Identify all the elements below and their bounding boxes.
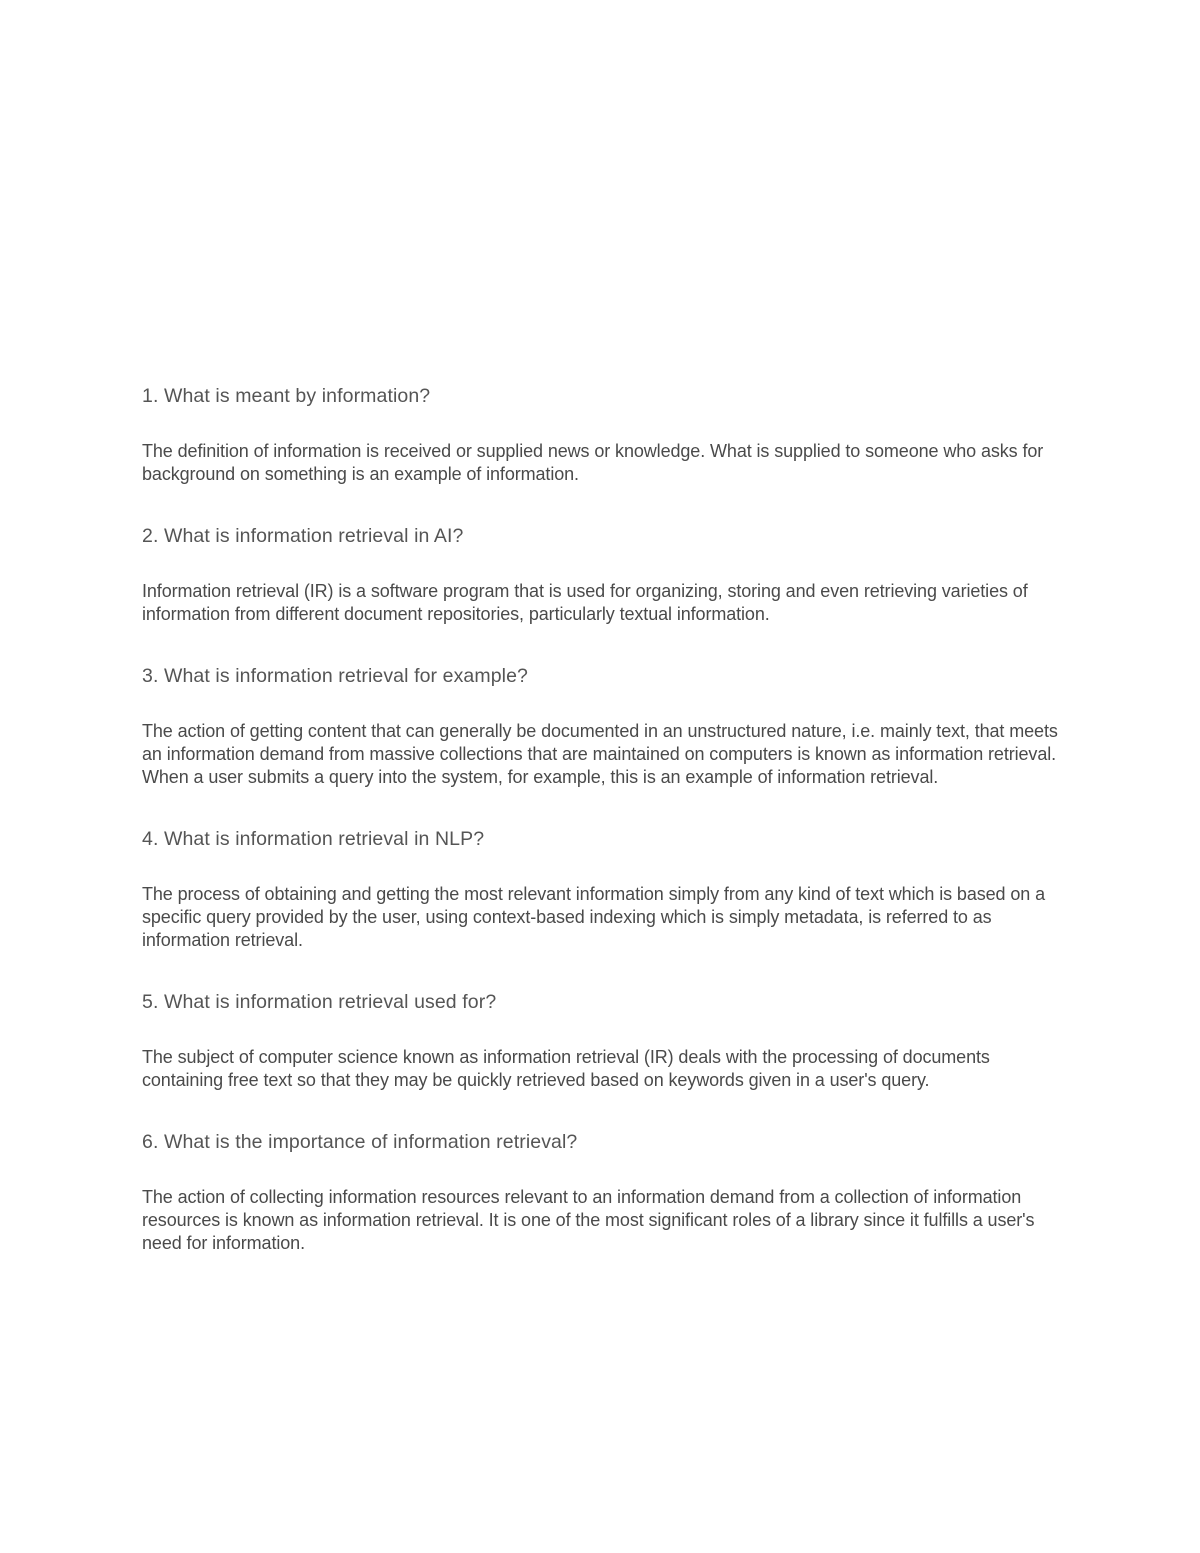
qa-item-1 — [142, 384, 1062, 486]
answer-1: The definition of information is received or supplied news or knowledge. What is supplied to someone who asks for background on something is an example of information. — [142, 441, 1044, 484]
question-6: 6. What is the importance of information retrieval? — [142, 1131, 578, 1153]
qa-item-4 — [142, 827, 1062, 952]
question-5: 5. What is information retrieval used for? — [142, 991, 497, 1013]
qa-list — [142, 384, 1062, 1255]
qa-item-6 — [142, 1130, 1062, 1255]
question-2: 2. What is information retrieval in AI? — [142, 525, 464, 547]
qa-item-5 — [142, 990, 1062, 1092]
qa-item-2 — [142, 524, 1062, 626]
answer-3: The action of getting content that can generally be documented in an unstructured nature, i.e. mainly text, that meets an information demand from massive collections that are maintained on computers is known as information retrieval. When a user submits a query into the system, for example, this is an example of information retrieval. — [142, 721, 1058, 787]
answer-4: The process of obtaining and getting the most relevant information simply from any kind of text which is based on a specific query provided by the user, using context-based indexing which is simply metadata, is referred to as information retrieval. — [142, 884, 1045, 950]
qa-item-3 — [142, 664, 1062, 789]
question-4: 4. What is information retrieval in NLP? — [142, 828, 485, 850]
question-3: 3. What is information retrieval for example? — [142, 665, 528, 687]
answer-6: The action of collecting information resources relevant to an information demand from a collection of information resources is known as information retrieval. It is one of the most significant roles of a library since it fulfills a user's need for information. — [142, 1187, 1035, 1253]
question-1: 1. What is meant by information? — [142, 385, 431, 407]
answer-5: The subject of computer science known as information retrieval (IR) deals with the processing of documents containing free text so that they may be quickly retrieved based on keywords given in a user's query. — [142, 1047, 990, 1090]
answer-2: Information retrieval (IR) is a software program that is used for organizing, storing and even retrieving varieties of information from different document repositories, particularly textual information. — [142, 581, 1028, 624]
